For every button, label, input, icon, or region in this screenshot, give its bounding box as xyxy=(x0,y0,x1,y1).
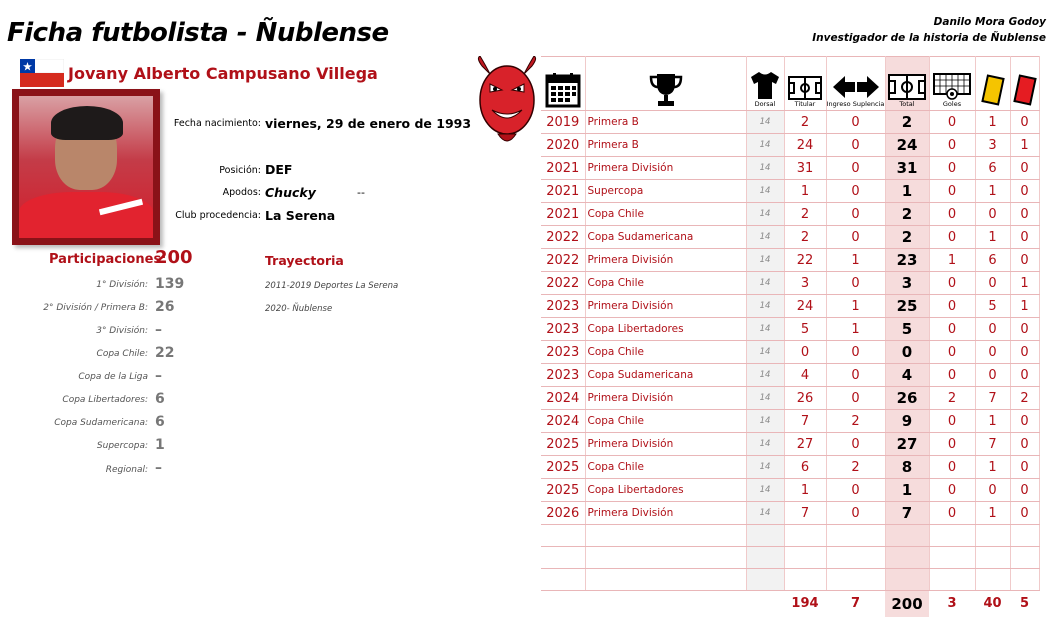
shirt-icon xyxy=(749,70,781,100)
red-cards-cell: 0 xyxy=(1010,180,1039,203)
origin-label: Club procedencia: xyxy=(175,210,261,221)
competition-label: 1° División: xyxy=(96,280,148,290)
red-cards-cell: 0 xyxy=(1010,456,1039,479)
dorsal-column-header xyxy=(746,57,784,111)
ingreso-cell: 0 xyxy=(826,226,885,249)
birth-label: Fecha nacimiento: xyxy=(173,118,261,129)
competition-cell: Copa Sudamericana xyxy=(585,226,746,249)
titular-cell: 3 xyxy=(784,272,826,295)
ingreso-cell: 0 xyxy=(826,157,885,180)
goles-total: 3 xyxy=(947,596,957,612)
total-cell: 23 xyxy=(885,249,929,272)
yellow-cards-cell: 6 xyxy=(975,157,1010,180)
dorsal-cell: 14 xyxy=(746,157,784,180)
red-cards-cell: 0 xyxy=(1010,502,1039,525)
titular-cell: 2 xyxy=(784,203,826,226)
year-cell: 2023 xyxy=(541,295,585,318)
trophy-icon xyxy=(649,72,683,108)
competition-value: 26 xyxy=(155,299,175,315)
dorsal-cell: 14 xyxy=(746,433,784,456)
goles-cell: 0 xyxy=(929,295,975,318)
year-column-header xyxy=(541,57,585,111)
red-card-icon xyxy=(1012,73,1038,107)
titular-cell: 6 xyxy=(784,456,826,479)
competition-cell: Primera B xyxy=(585,111,746,134)
table-row xyxy=(541,410,1039,433)
competition-cell: Copa Chile xyxy=(585,203,746,226)
total-cell: 26 xyxy=(885,387,929,410)
total-label: Total xyxy=(899,100,915,108)
table-header-row xyxy=(541,57,1039,111)
year-cell: 2022 xyxy=(541,272,585,295)
year-cell: 2021 xyxy=(541,180,585,203)
calendar-icon xyxy=(545,72,581,108)
participations-label: Participaciones: xyxy=(49,252,167,267)
yellow-cards-cell: 3 xyxy=(975,134,1010,157)
titular-cell: 2 xyxy=(784,111,826,134)
competition-label: Supercopa: xyxy=(96,441,148,451)
author-name: Danilo Mora Godoy xyxy=(933,16,1046,28)
competition-cell: Supercopa xyxy=(585,180,746,203)
titular-cell: 2 xyxy=(784,226,826,249)
ingreso-cell: 0 xyxy=(826,341,885,364)
goles-cell: 0 xyxy=(929,341,975,364)
competition-label: Regional: xyxy=(105,465,148,475)
table-row xyxy=(541,479,1039,502)
ingreso-cell: 0 xyxy=(826,111,885,134)
goal-net-icon xyxy=(932,72,972,100)
competition-value: 1 xyxy=(155,437,165,453)
devil-mascot-logo xyxy=(472,56,542,148)
total-cell: 24 xyxy=(885,134,929,157)
goles-cell: 0 xyxy=(929,134,975,157)
table-row xyxy=(541,318,1039,341)
table-row xyxy=(541,157,1039,180)
titular-cell: 31 xyxy=(784,157,826,180)
competition-column-header xyxy=(585,57,746,111)
titular-total: 194 xyxy=(791,596,819,612)
year-cell: 2023 xyxy=(541,318,585,341)
titular-cell: 0 xyxy=(784,341,826,364)
total-cell: 1 xyxy=(885,180,929,203)
trajectory-title: Trayectoria xyxy=(265,253,344,268)
dorsal-cell: 14 xyxy=(746,203,784,226)
dorsal-cell: 14 xyxy=(746,479,784,502)
ingreso-cell: 0 xyxy=(826,433,885,456)
table-row xyxy=(541,387,1039,410)
page-title: Ficha futbolista - Ñublense xyxy=(7,18,389,48)
red-cards-cell: 1 xyxy=(1010,272,1039,295)
total-cell: 2 xyxy=(885,226,929,249)
total-cell: 3 xyxy=(885,272,929,295)
yellow-cards-cell: 0 xyxy=(975,479,1010,502)
dorsal-cell: 14 xyxy=(746,318,784,341)
dorsal-cell: 14 xyxy=(746,249,784,272)
competition-cell: Copa Libertadores xyxy=(585,479,746,502)
yellow-cards-cell: 1 xyxy=(975,180,1010,203)
titular-cell: 7 xyxy=(784,502,826,525)
empty-row xyxy=(541,525,1039,547)
competition-cell: Copa Chile xyxy=(585,341,746,364)
dorsal-cell: 14 xyxy=(746,226,784,249)
year-cell: 2021 xyxy=(541,157,585,180)
dorsal-cell: 14 xyxy=(746,111,784,134)
year-cell: 2025 xyxy=(541,433,585,456)
ingreso-cell: 0 xyxy=(826,272,885,295)
total-column-header xyxy=(885,57,929,111)
competition-label: Copa Chile: xyxy=(96,349,148,359)
empty-row xyxy=(541,569,1039,591)
goles-column-header xyxy=(929,57,975,111)
competition-label: Copa Libertadores: xyxy=(62,395,148,405)
table-row xyxy=(541,203,1039,226)
dorsal-label: Dorsal xyxy=(754,100,776,108)
yellow-card-icon xyxy=(980,73,1006,107)
red-cards-cell: 0 xyxy=(1010,364,1039,387)
red-cards-cell: 0 xyxy=(1010,479,1039,502)
competition-label: Copa Sudamericana: xyxy=(54,418,148,428)
competition-cell: Primera División xyxy=(585,157,746,180)
titular-column-header xyxy=(784,57,826,111)
titular-cell: 1 xyxy=(784,180,826,203)
year-cell: 2024 xyxy=(541,410,585,433)
dorsal-cell: 14 xyxy=(746,134,784,157)
goles-cell: 0 xyxy=(929,226,975,249)
ingreso-cell: 0 xyxy=(826,479,885,502)
red-cards-cell: 0 xyxy=(1010,111,1039,134)
titular-cell: 24 xyxy=(784,134,826,157)
competition-value: 6 xyxy=(155,414,165,430)
titular-cell: 7 xyxy=(784,410,826,433)
ingreso-total: 7 xyxy=(850,596,861,612)
yellow-cards-cell: 1 xyxy=(975,456,1010,479)
ingreso-cell: 1 xyxy=(826,318,885,341)
goles-cell: 0 xyxy=(929,272,975,295)
year-cell: 2026 xyxy=(541,502,585,525)
competition-cell: Copa Chile xyxy=(585,456,746,479)
competition-value: 22 xyxy=(155,345,175,361)
titular-cell: 22 xyxy=(784,249,826,272)
titular-cell: 5 xyxy=(784,318,826,341)
ingreso-column-header xyxy=(826,57,885,111)
titular-cell: 4 xyxy=(784,364,826,387)
goles-label: Goles xyxy=(942,100,962,108)
competition-cell: Primera División xyxy=(585,249,746,272)
yellow-cards-cell: 6 xyxy=(975,249,1010,272)
grand-total: 200 xyxy=(885,591,929,617)
goles-cell: 0 xyxy=(929,456,975,479)
ingreso-cell: 2 xyxy=(826,410,885,433)
competition-label: Copa de la Liga xyxy=(78,372,148,382)
yellow-cards-cell: 1 xyxy=(975,410,1010,433)
dorsal-cell: 14 xyxy=(746,272,784,295)
goles-cell: 0 xyxy=(929,318,975,341)
competition-cell: Primera División xyxy=(585,502,746,525)
author-role: Investigador de la historia de Ñublense xyxy=(812,32,1046,44)
competition-value: 139 xyxy=(155,276,185,292)
dorsal-cell: 14 xyxy=(746,410,784,433)
table-row xyxy=(541,111,1039,134)
competition-cell: Primera División xyxy=(585,295,746,318)
titular-cell: 1 xyxy=(784,479,826,502)
trajectory-item: 2011-2019 Deportes La Serena xyxy=(265,281,399,291)
ingreso-cell: 0 xyxy=(826,203,885,226)
player-name: Jovany Alberto Campusano Villega xyxy=(68,64,378,83)
table-row xyxy=(541,180,1039,203)
total-cell: 27 xyxy=(885,433,929,456)
table-row xyxy=(541,249,1039,272)
competition-value: – xyxy=(155,368,162,384)
field-icon xyxy=(888,74,926,100)
dorsal-cell: 14 xyxy=(746,456,784,479)
titular-cell: 27 xyxy=(784,433,826,456)
table-row xyxy=(541,341,1039,364)
goles-cell: 0 xyxy=(929,180,975,203)
competition-cell: Copa Chile xyxy=(585,272,746,295)
competition-cell: Primera División xyxy=(585,433,746,456)
ingreso-cell: 0 xyxy=(826,502,885,525)
yellow-cards-cell: 1 xyxy=(975,502,1010,525)
yellow-cards-cell: 0 xyxy=(975,272,1010,295)
yellow-cards-total: 40 xyxy=(983,596,1002,612)
competition-value: 6 xyxy=(155,391,165,407)
dorsal-cell: 14 xyxy=(746,180,784,203)
table-row xyxy=(541,502,1039,525)
titular-cell: 24 xyxy=(784,295,826,318)
red-cards-cell: 2 xyxy=(1010,387,1039,410)
total-cell: 8 xyxy=(885,456,929,479)
goles-cell: 2 xyxy=(929,387,975,410)
substitution-arrows-icon xyxy=(831,74,881,100)
total-cell: 4 xyxy=(885,364,929,387)
ingreso-cell: 0 xyxy=(826,387,885,410)
goles-cell: 0 xyxy=(929,502,975,525)
year-cell: 2025 xyxy=(541,479,585,502)
ingreso-cell: 2 xyxy=(826,456,885,479)
titular-label: Titular xyxy=(794,100,816,108)
origin-value: La Serena xyxy=(265,208,336,223)
red-cards-cell: 0 xyxy=(1010,410,1039,433)
goles-cell: 0 xyxy=(929,410,975,433)
red-cards-cell: 0 xyxy=(1010,433,1039,456)
participations-total: 200 xyxy=(155,247,193,268)
chile-flag-icon xyxy=(20,59,64,87)
competition-cell: Copa Chile xyxy=(585,410,746,433)
total-cell: 5 xyxy=(885,318,929,341)
red-cards-cell: 0 xyxy=(1010,226,1039,249)
dorsal-cell: 14 xyxy=(746,341,784,364)
dorsal-cell: 14 xyxy=(746,387,784,410)
ingreso-cell: 0 xyxy=(826,364,885,387)
dorsal-cell: 14 xyxy=(746,364,784,387)
yellow-cards-cell: 0 xyxy=(975,318,1010,341)
competition-label: 3° División: xyxy=(96,326,148,336)
year-cell: 2024 xyxy=(541,387,585,410)
nickname-label: Apodos: xyxy=(222,187,261,198)
goles-cell: 0 xyxy=(929,433,975,456)
totals-row xyxy=(541,591,1039,617)
nickname-extra: -- xyxy=(357,186,365,199)
yellow-cards-cell: 5 xyxy=(975,295,1010,318)
goles-cell: 0 xyxy=(929,479,975,502)
goles-cell: 1 xyxy=(929,249,975,272)
competition-cell: Copa Libertadores xyxy=(585,318,746,341)
yellow-card-column-header xyxy=(975,57,1010,111)
year-cell: 2023 xyxy=(541,341,585,364)
competition-value: – xyxy=(155,322,162,338)
yellow-cards-cell: 0 xyxy=(975,364,1010,387)
dorsal-cell: 14 xyxy=(746,295,784,318)
year-cell: 2022 xyxy=(541,226,585,249)
yellow-cards-cell: 0 xyxy=(975,203,1010,226)
total-cell: 7 xyxy=(885,502,929,525)
competition-cell: Primera División xyxy=(585,387,746,410)
trajectory-item: 2020- Ñublense xyxy=(265,304,333,314)
titular-cell: 26 xyxy=(784,387,826,410)
red-cards-total: 5 xyxy=(1019,596,1030,612)
year-cell: 2023 xyxy=(541,364,585,387)
ingreso-cell: 0 xyxy=(826,180,885,203)
ingreso-cell: 0 xyxy=(826,134,885,157)
year-cell: 2022 xyxy=(541,249,585,272)
empty-row xyxy=(541,547,1039,569)
competition-label: 2° División / Primera B: xyxy=(43,303,148,313)
stats-table xyxy=(541,56,1040,617)
total-cell: 9 xyxy=(885,410,929,433)
ingreso-cell: 1 xyxy=(826,249,885,272)
author-block xyxy=(812,14,1046,46)
table-row xyxy=(541,134,1039,157)
table-row xyxy=(541,364,1039,387)
competition-value: – xyxy=(155,460,162,476)
red-cards-cell: 0 xyxy=(1010,318,1039,341)
total-cell: 25 xyxy=(885,295,929,318)
goles-cell: 0 xyxy=(929,111,975,134)
yellow-cards-cell: 1 xyxy=(975,111,1010,134)
year-cell: 2025 xyxy=(541,456,585,479)
total-cell: 2 xyxy=(885,203,929,226)
table-row xyxy=(541,295,1039,318)
table-row xyxy=(541,226,1039,249)
year-cell: 2021 xyxy=(541,203,585,226)
table-row xyxy=(541,433,1039,456)
total-cell: 1 xyxy=(885,479,929,502)
ingreso-cell: 1 xyxy=(826,295,885,318)
competition-cell: Copa Sudamericana xyxy=(585,364,746,387)
red-cards-cell: 1 xyxy=(1010,295,1039,318)
red-cards-cell: 0 xyxy=(1010,341,1039,364)
goles-cell: 0 xyxy=(929,157,975,180)
total-cell: 0 xyxy=(885,341,929,364)
red-cards-cell: 1 xyxy=(1010,134,1039,157)
nickname-value: Chucky xyxy=(265,185,316,200)
goles-cell: 0 xyxy=(929,203,975,226)
goles-cell: 0 xyxy=(929,364,975,387)
birth-value: viernes, 29 de enero de 1993 xyxy=(265,116,472,131)
year-cell: 2020 xyxy=(541,134,585,157)
table-row xyxy=(541,272,1039,295)
yellow-cards-cell: 0 xyxy=(975,341,1010,364)
ingreso-label: Ingreso Suplencia xyxy=(826,100,885,108)
year-cell: 2019 xyxy=(541,111,585,134)
yellow-cards-cell: 7 xyxy=(975,433,1010,456)
red-cards-cell: 0 xyxy=(1010,157,1039,180)
table-row xyxy=(541,456,1039,479)
red-cards-cell: 0 xyxy=(1010,249,1039,272)
position-value: DEF xyxy=(265,162,293,177)
red-card-column-header xyxy=(1010,57,1039,111)
red-cards-cell: 0 xyxy=(1010,203,1039,226)
total-cell: 31 xyxy=(885,157,929,180)
total-cell: 2 xyxy=(885,111,929,134)
yellow-cards-cell: 7 xyxy=(975,387,1010,410)
field-icon xyxy=(788,76,822,100)
dorsal-cell: 14 xyxy=(746,502,784,525)
position-label: Posición: xyxy=(219,165,261,176)
yellow-cards-cell: 1 xyxy=(975,226,1010,249)
competition-cell: Primera B xyxy=(585,134,746,157)
